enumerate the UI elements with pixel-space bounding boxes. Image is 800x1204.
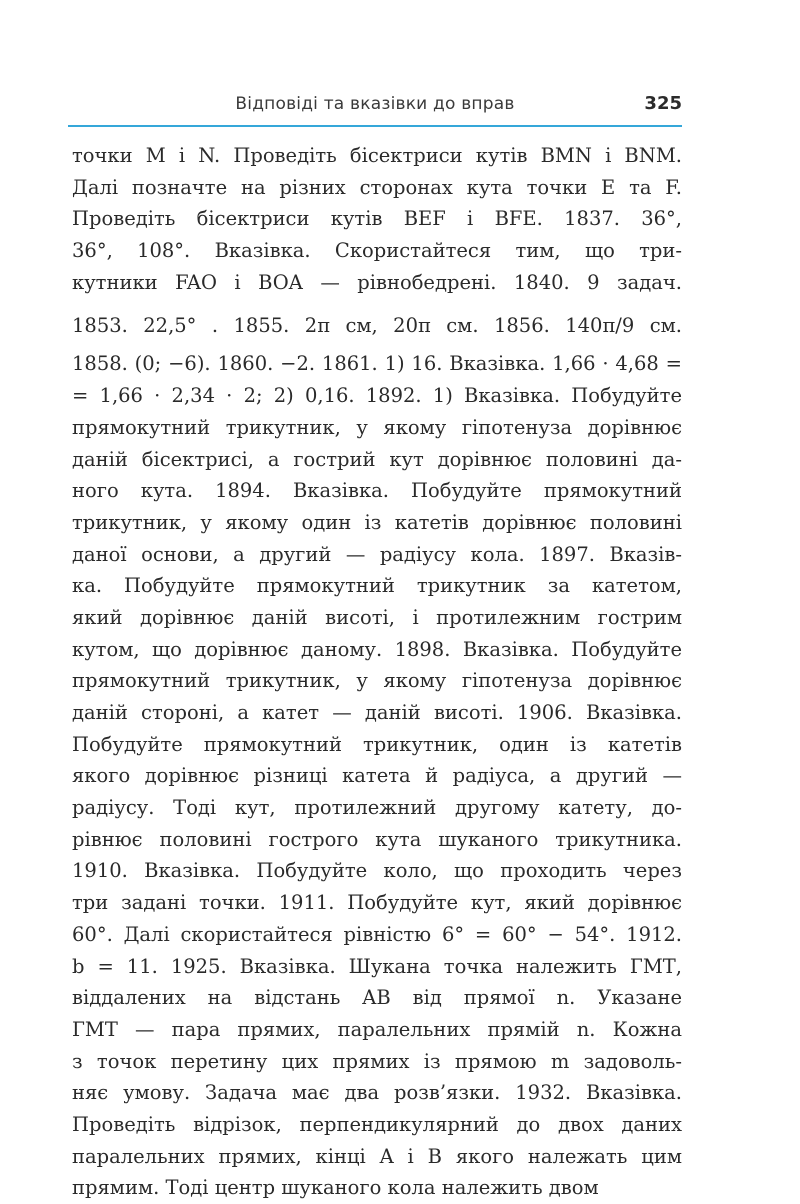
answers-text-block (72, 140, 682, 1204)
text-line: = 1,66 · 2,34 · 2; 2) 0,16. 1892. 1) Вказівка. Побудуйте (72, 384, 682, 408)
text-line: прямокутний трикутник, у якому гіпотенуза дорівнює (72, 415, 682, 439)
text-line: даній бісектрисі, а гострий кут дорівнює половині да- (72, 447, 682, 471)
text-line: радіусу. Тоді кут, протилежний другому катету, до- (72, 796, 682, 820)
text-line: прямим. Тоді центр шуканого кола належить двом (72, 1176, 599, 1200)
text-line: який дорівнює даній висоті, і протилежним гострим (72, 605, 682, 629)
text-line: даній стороні, а катет — даній висоті. 1906. Вказівка. (72, 701, 682, 724)
text-line: 1858. (0; −6). 1860. −2. 1861. 1) 16. Вказівка. 1,66 · 4,68 = (72, 352, 682, 376)
text-line: паралельних прямих, кінці A і B якого належать цим (72, 1144, 682, 1168)
text-line: три задані точки. 1911. Побудуйте кут, який дорівнює (72, 891, 682, 915)
text-line: з точок перетину цих прямих із прямою m задоволь- (72, 1049, 682, 1073)
text-line: даної основи, а другий — радіусу кола. 1897. Вказів- (72, 542, 682, 566)
text-line: 1910. Вказівка. Побудуйте коло, що проходить через (72, 859, 682, 883)
text-line: точки M і N. Проведіть бісектриси кутів BMN і BNM. (72, 144, 682, 167)
text-line: b = 11. 1925. Вказівка. Шукана точка належить ГМТ, (72, 954, 682, 978)
header-divider (68, 125, 682, 127)
text-line: кутом, що дорівнює даному. 1898. Вказівка. Побудуйте (72, 637, 682, 661)
text-line: 36°, 108°. Вказівка. Скористайтеся тим, що три- (72, 239, 682, 263)
text-line: 60°. Далі скористайтеся рівністю 6° = 60° − 54°. 1912. (72, 922, 682, 946)
text-line: кутники FAO і BOA — рівнобедрені. 1840. 9 задач. (72, 270, 682, 294)
page-number: 325 (644, 93, 682, 114)
text-line: ГМТ — пара прямих, паралельних прямій n. Кожна (72, 1017, 682, 1041)
running-header-title: Відповіді та вказівки до вправ (235, 94, 515, 114)
running-header (68, 94, 682, 124)
text-line: ного кута. 1894. Вказівка. Побудуйте прямокутний (72, 479, 682, 503)
text-line: трикутник, у якому один із катетів дорівнює половині (72, 510, 682, 534)
text-line: Далі позначте на різних сторонах кута точки E та F. (72, 175, 682, 199)
text-line: Проведіть відрізок, перпендикулярний до двох даних (72, 1112, 682, 1136)
text-line: рівнює половині гострого кута шуканого трикутника. (72, 827, 682, 851)
text-line: ка. Побудуйте прямокутний трикутник за катетом, (72, 574, 682, 598)
text-line: Проведіть бісектриси кутів BEF і BFE. 1837. 36°, (72, 207, 682, 231)
text-line: якого дорівнює різниці катета й радіуса, а другий — (72, 764, 682, 788)
text-line: віддалених на відстань AB від прямої n. Указане (72, 986, 682, 1010)
text-line: Побудуйте прямокутний трикутник, один із катетів (72, 732, 682, 756)
text-line: прямокутний трикутник, у якому гіпотенуза дорівнює (72, 669, 682, 693)
text-line-with-fraction: 1853. 22,5° . 1855. 2π см, 20π см. 1856. 140π/9 см. (72, 314, 682, 338)
text-line: няє умову. Задача має два розв’язки. 1932. Вказівка. (72, 1081, 682, 1105)
